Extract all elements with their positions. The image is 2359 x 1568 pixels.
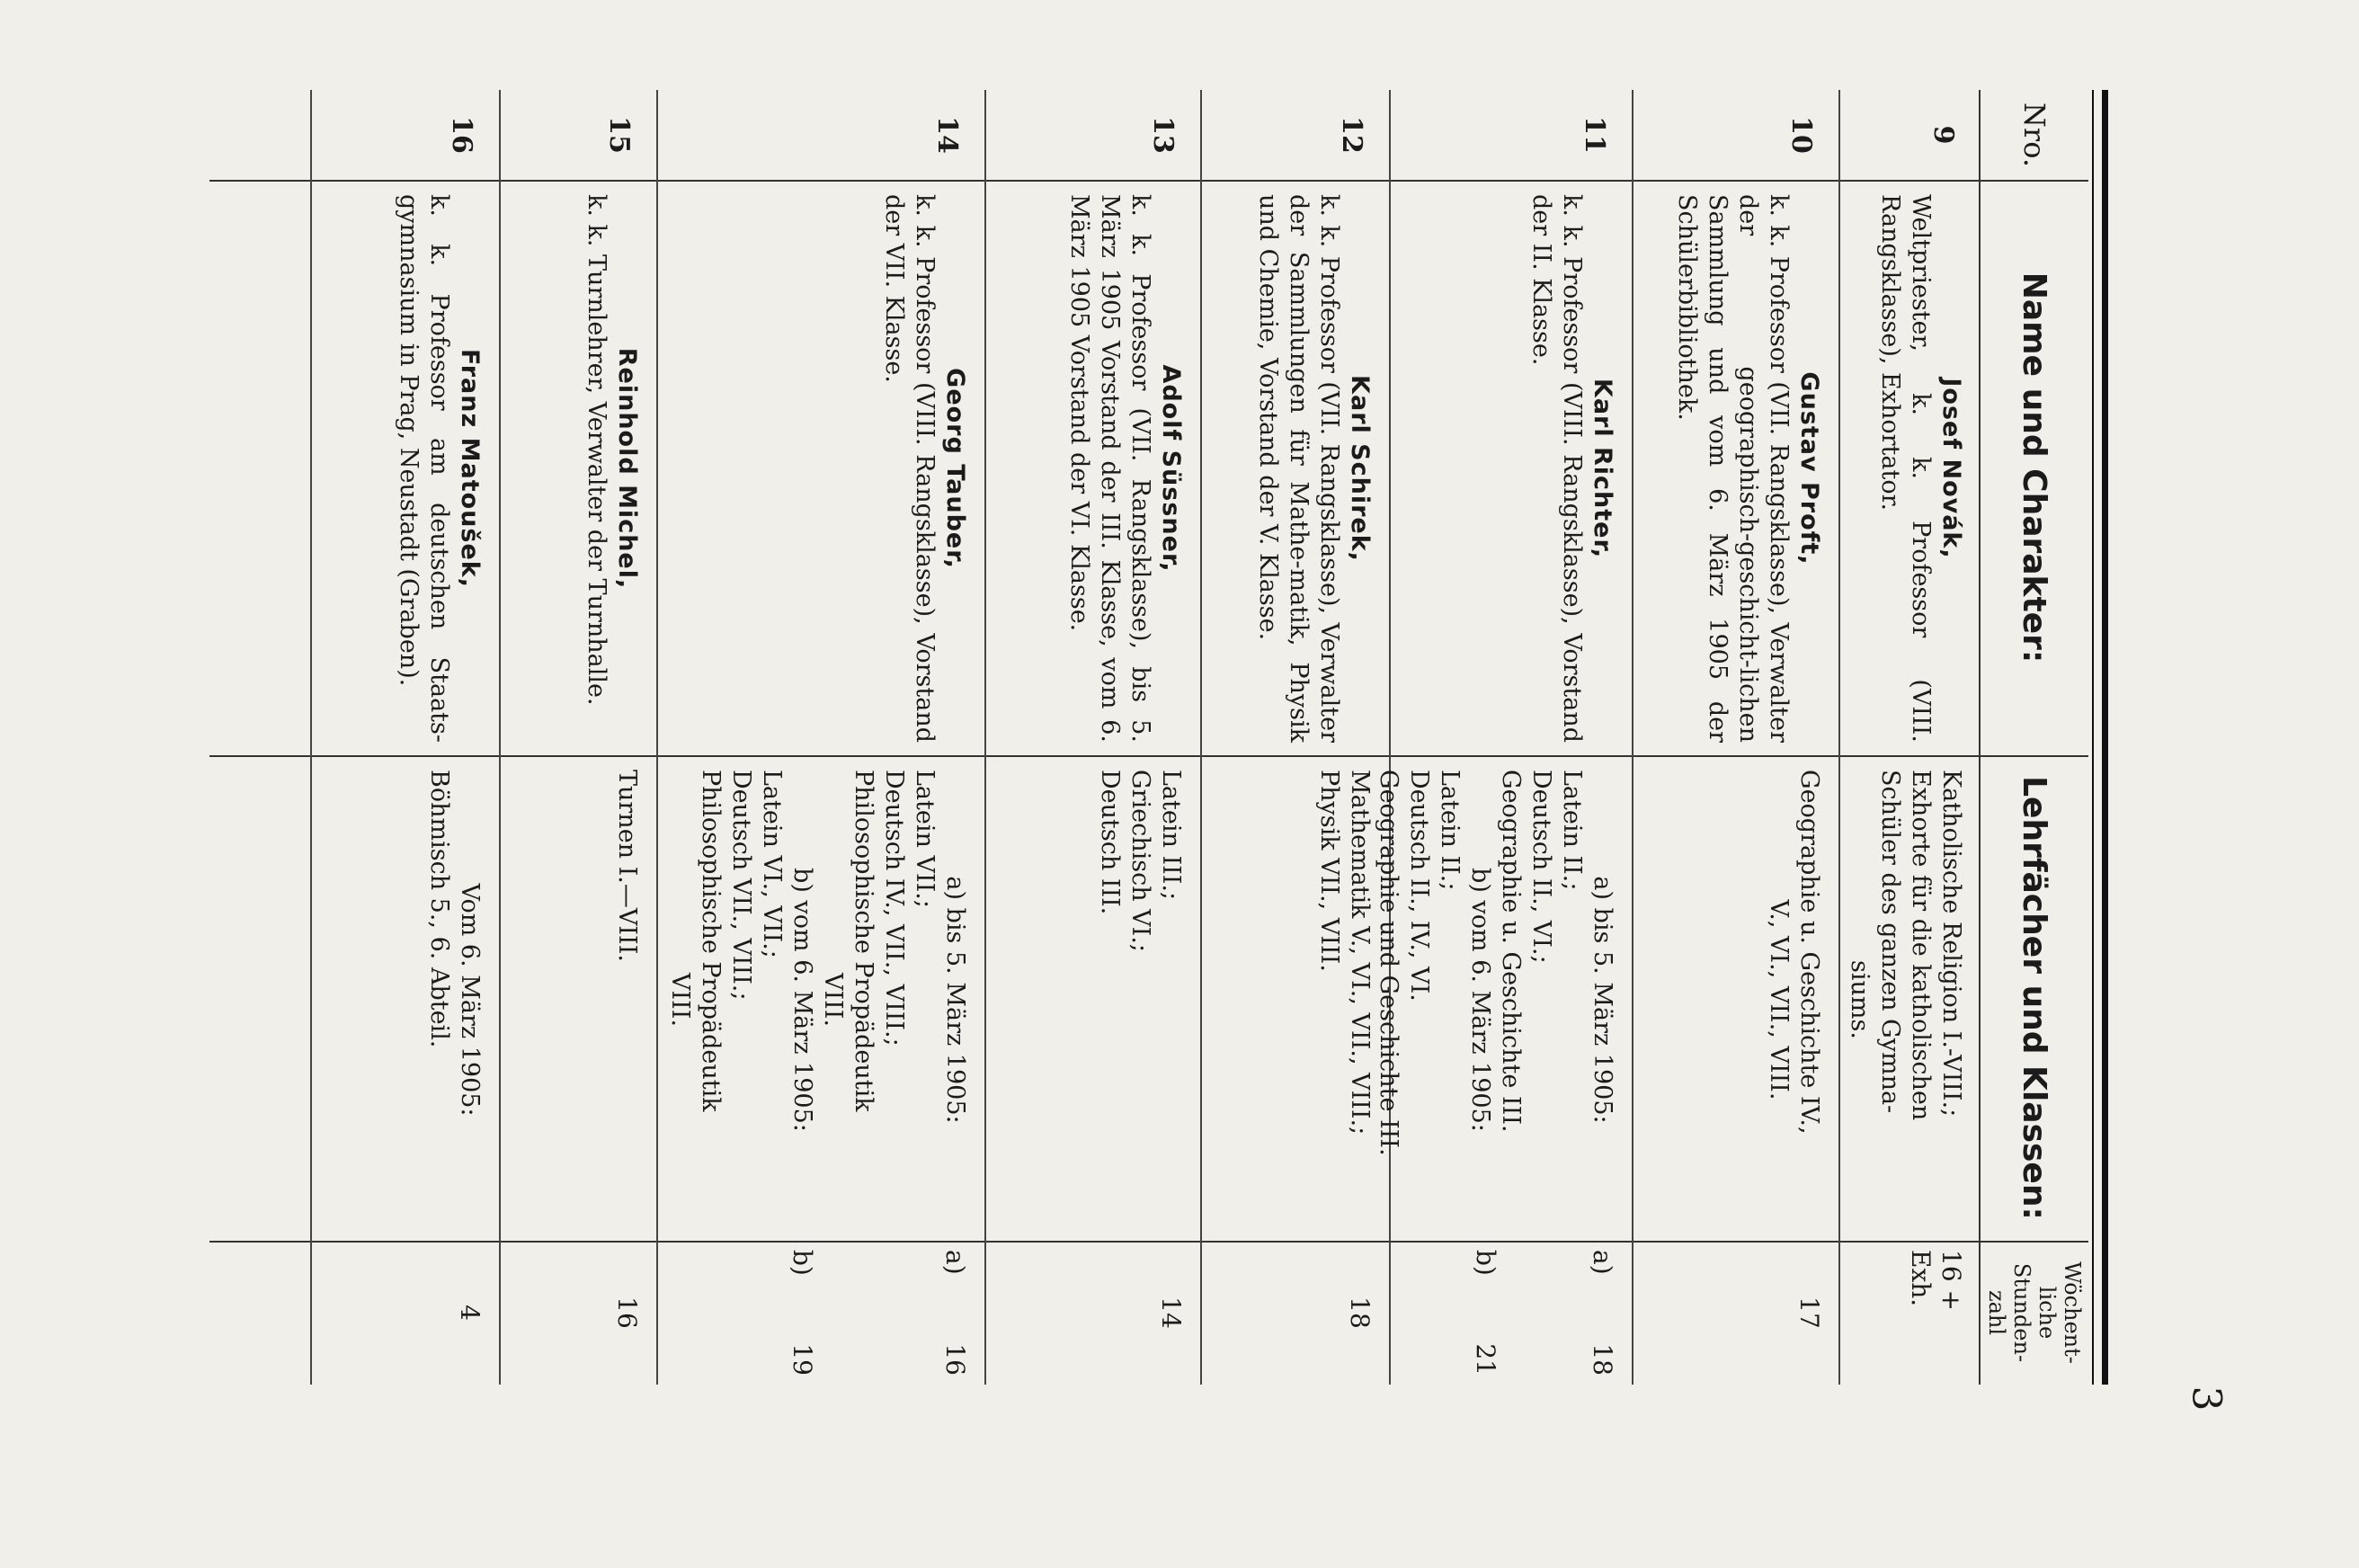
- subject-line: Physik VII., VIII.: [1315, 770, 1343, 972]
- hours-value: 18: [1588, 1343, 1617, 1376]
- hours-value: 16: [940, 1343, 970, 1376]
- row-number: 13: [1147, 116, 1179, 154]
- hours-entry: [1794, 1250, 1824, 1376]
- subject-line: Griechisch VI.;: [1126, 770, 1154, 953]
- hours-variant-label: b): [788, 1250, 817, 1276]
- teacher-title: k. k. Professor (VIII. Rangsklasse), Vorstand der VII. Klasse.: [880, 194, 939, 743]
- page-number: 3: [2183, 1385, 2230, 1412]
- subject-line: Deutsch III.: [1096, 770, 1124, 915]
- subjects-cell: [423, 770, 485, 1230]
- subject-line: Geographie u. Geschichte III.: [1497, 770, 1525, 1133]
- table-row: [984, 90, 1200, 1385]
- teacher-name: Franz Matoušek,: [456, 349, 484, 588]
- subject-line: Deutsch II., VI.;: [1527, 770, 1555, 964]
- table-row: [499, 90, 656, 1385]
- teacher-title: k. k. Professor (VII. Rangsklasse), bis 5. März 1905 Vorstand der III. Klasse, vom 6. März 1905 Vorstand der VI. Klasse.: [1065, 194, 1154, 743]
- hours-value: 4: [455, 1305, 485, 1321]
- hours-entry: [939, 1250, 970, 1376]
- teacher-title: Weltpriester, k. k. Professor (VIII. Rangsklasse), Exhortator.: [1876, 194, 1935, 743]
- table-row: [1632, 90, 1838, 1385]
- hours-entry: [454, 1250, 485, 1376]
- teacher-cell: [1252, 194, 1375, 743]
- table-row: [1838, 90, 1981, 1385]
- hours-value: 14: [1156, 1296, 1186, 1329]
- table-header: [1979, 90, 2088, 1385]
- teacher-cell: [878, 194, 970, 743]
- hours-entry: [787, 1250, 817, 1376]
- table-row: [1375, 90, 1632, 1385]
- teacher-name: Georg Tauber,: [941, 368, 969, 569]
- row-number: 11: [1579, 116, 1610, 154]
- hours-value: 18: [1345, 1296, 1375, 1329]
- header-nro: Nro.: [2017, 102, 2052, 168]
- hours-variant-label: a): [1588, 1250, 1617, 1275]
- subject-line: Exhorte für die katholischen: [1907, 770, 1935, 1121]
- subject-line: Latein VI., VII.;: [758, 770, 786, 958]
- table-row: [1200, 90, 1389, 1385]
- hours-value: 21: [1471, 1343, 1500, 1376]
- teacher-title: k. k. Professor (VIII. Rangsklasse), Vorstand der II. Klasse.: [1527, 194, 1586, 743]
- hours-value: 16: [612, 1296, 642, 1329]
- header-subjects: Lehrfächer und Klassen:: [2016, 776, 2053, 1220]
- subject-line: a) bis 5. März 1905:: [941, 876, 969, 1124]
- subject-line: V., VI., VII., VIII.: [1765, 899, 1793, 1100]
- subjects-cell: [1094, 770, 1186, 1230]
- teacher-cell: [1874, 194, 1966, 743]
- teacher-name: Adolf Süssner,: [1157, 364, 1185, 573]
- hours-entry: [611, 1250, 642, 1376]
- row-number: 16: [446, 116, 477, 154]
- hours-entry: [1470, 1250, 1500, 1376]
- row-number: 9: [1927, 125, 1959, 145]
- subject-line: Mathematik V., VI., VII., VIII.;: [1346, 770, 1374, 1136]
- teacher-title: k. k. Turnlehrer, Verwalter der Turnhalle.: [583, 194, 610, 706]
- hours-entry: [1344, 1250, 1375, 1376]
- teacher-name: Karl Richter,: [1589, 378, 1616, 559]
- subject-line: Katholische Religion I.-VIII.;: [1937, 770, 1965, 1118]
- teacher-name: Reinhold Michel,: [613, 347, 641, 590]
- subject-line: Philosophische Propädeutik: [850, 770, 877, 1112]
- subject-line: VIII.: [819, 972, 847, 1028]
- table-row: [310, 90, 499, 1385]
- hours-entry: [1155, 1250, 1186, 1376]
- teacher-cell: [1671, 194, 1824, 743]
- subject-line: Deutsch VII., VIII.;: [727, 770, 755, 1001]
- teacher-cell: [393, 194, 485, 743]
- hours-value: 17: [1794, 1296, 1824, 1329]
- subjects-cell: [1313, 770, 1375, 1230]
- row-number: 15: [603, 116, 635, 154]
- teacher-name: Josef Novák,: [1937, 378, 1965, 559]
- subject-line: b) vom 6. März 1905:: [788, 868, 816, 1132]
- subject-line: Geographie u. Geschichte IV.,: [1795, 770, 1823, 1135]
- subject-line: Turnen I.—VIII.: [613, 770, 641, 962]
- subjects-cell: [664, 770, 970, 1230]
- subject-line: Latein II.;: [1436, 770, 1464, 891]
- teacher-cell: [1526, 194, 1617, 743]
- subject-line: a) bis 5. März 1905:: [1589, 876, 1616, 1124]
- teacher-title: k. k. Professor (VII. Rangsklasse), Verwalter der geographisch-geschicht-lichen Sammlung und vom 6. März 1905 der Schülerbibliothek.: [1673, 194, 1793, 743]
- subjects-cell: [1373, 770, 1617, 1230]
- hours-entry: [1905, 1250, 1966, 1376]
- teacher-name: Gustav Proft,: [1795, 371, 1823, 566]
- header-name: Name und Charakter:: [2016, 272, 2053, 664]
- subject-line: Deutsch IV., VII., VIII.;: [880, 770, 908, 1047]
- teacher-name: Karl Schirek,: [1346, 375, 1374, 562]
- hours-entry: [1587, 1250, 1617, 1376]
- subject-line: Latein II.;: [1558, 770, 1586, 891]
- subject-line: Latein III.;: [1157, 770, 1185, 901]
- teacher-cell: [581, 194, 642, 743]
- row-number: 14: [931, 116, 963, 154]
- subject-line: Geographie und Geschichte III.: [1375, 770, 1402, 1156]
- subjects-cell: [1844, 770, 1966, 1230]
- row-number: 12: [1336, 116, 1367, 154]
- subjects-cell: [1763, 770, 1824, 1230]
- header-hours: Wöchent-liche Stunden-zahl: [1984, 1261, 2085, 1364]
- subject-line: Latein VII.;: [911, 770, 939, 908]
- hours-value: 19: [788, 1343, 817, 1376]
- row-number: 10: [1785, 116, 1817, 154]
- subject-line: Böhmisch 5., 6. Abteil.: [425, 770, 453, 1048]
- subject-line: b) vom 6. März 1905:: [1466, 868, 1494, 1132]
- staff-table: [130, 90, 2108, 1385]
- subject-line: Schüler des ganzen Gymna-: [1876, 770, 1904, 1114]
- subject-line: Philosophische Propädeutik: [697, 770, 725, 1112]
- subject-line: Deutsch II., IV., VI.: [1405, 770, 1433, 1002]
- subjects-cell: [611, 770, 642, 1230]
- teacher-title: k. k. Professor (VII. Rangsklasse), Verwalter der Sammlungen für Mathe-matik, Physik und Chemie, Vorstand der V. Klasse.: [1254, 194, 1343, 743]
- hours-value: 16 + Exh.: [1906, 1250, 1966, 1311]
- teacher-cell: [1064, 194, 1186, 743]
- subject-line: VIII.: [666, 972, 694, 1028]
- subject-line: siums.: [1846, 960, 1874, 1039]
- subject-line: Vom 6. März 1905:: [456, 883, 484, 1117]
- hours-variant-label: b): [1471, 1250, 1500, 1276]
- table-top-rule: [2092, 90, 2108, 1385]
- teacher-title: k. k. Professor am deutschen Staats-gymnasium in Prag, Neustadt (Graben).: [395, 194, 453, 743]
- hours-variant-label: a): [940, 1250, 970, 1275]
- table-row: [656, 90, 984, 1385]
